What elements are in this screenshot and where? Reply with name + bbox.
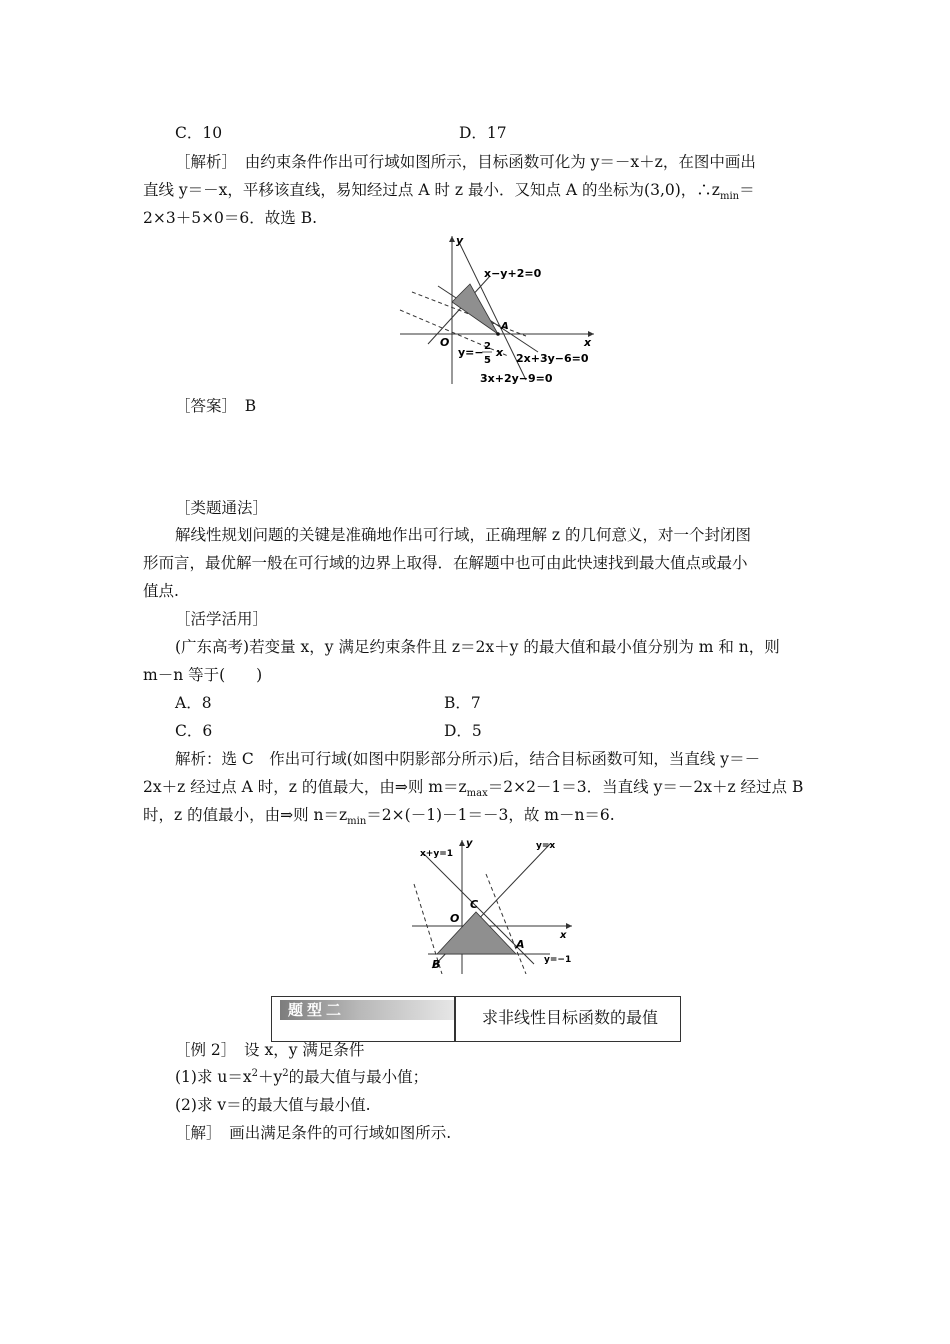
analysis-line-1: ［解析］ 由约束条件作出可行域如图所示，目标函数可化为 y＝－x＋z，在图中画出 (175, 153, 756, 171)
practice-line-1: (广东高考)若变量 x，y 满足约束条件且 z＝2x＋y 的最大值和最小值分别为 m 和 n，则 (175, 638, 780, 656)
option-a: A．8 (175, 694, 212, 712)
point-a-label: A (501, 321, 509, 332)
question-2: (2)求 v＝的最大值与最小值. (175, 1096, 371, 1114)
analysis-line-3: 2×3＋5×0＝6．故选 B. (143, 209, 318, 227)
eq-y-minus-1-label: y=−1 (544, 955, 572, 965)
eq-2x-3y-6-label: 2x+3y−6=0 (516, 352, 589, 365)
dashed-line-2 (486, 874, 526, 974)
example-2-line: ［例 2］ 设 x，y 满足条件 (175, 1041, 365, 1059)
solution-line-3: 时，z 的值最小，由⇒则 $n=z_{min}=2\times(-1)-1=-3$，故 m－n＝6. (143, 806, 615, 828)
practice-heading: ［活学活用］ (175, 610, 269, 628)
eq-dashed-denominator: 5 (484, 355, 491, 366)
eq-3x-2y-9-label: 3x+2y−9=0 (480, 372, 553, 385)
section-tag (280, 1000, 454, 1020)
eq-dashed-x: x (496, 346, 504, 359)
feasible-region-figure-1 (398, 232, 598, 392)
option-c-2: C．6 (175, 722, 213, 740)
y-axis-label: y (466, 838, 473, 849)
banner-divider (454, 997, 456, 1041)
eq-dashed-numerator: 2 (484, 341, 491, 352)
point-a-label: A (516, 938, 525, 951)
method-line-2: 形而言，最优解一般在可行域的边界上取得．在解题中也可由此快速找到最大值点或最小 (143, 554, 748, 572)
method-line-1: 解线性规划问题的关键是准确地作出可行域，正确理解 z 的几何意义，对一个封闭图 (175, 526, 752, 544)
option-d: D．17 (459, 124, 507, 142)
point-c-label: C (470, 898, 479, 911)
solution-intro: ［解］ 画出满足条件的可行域如图所示. (175, 1124, 452, 1142)
practice-line-2: m－n 等于( ) (143, 666, 263, 684)
eq-dashed-prefix: y=− (458, 346, 484, 359)
x-axis-label: x (560, 930, 567, 941)
answer-line: ［答案］ B (175, 397, 257, 415)
eq-x-y-1-label: x+y=1 (420, 849, 454, 859)
feasible-region-figure-2 (408, 834, 580, 974)
option-d-2: D．5 (444, 722, 482, 740)
eq-x-y-2-label: x−y+2=0 (484, 267, 542, 280)
solution-line-1: 解析：选 C 作出可行域(如图中阴影部分所示)后，结合目标函数可知，当直线 y＝－ (175, 750, 761, 768)
option-b: B．7 (444, 694, 481, 712)
question-1: (1)求 $u=x^2+y^2$的最大值与最小值； (175, 1067, 429, 1086)
section-banner (271, 996, 681, 1042)
origin-label: O (440, 336, 450, 349)
section-tag-label: 题型二 (288, 1001, 346, 1019)
option-c: C．10 (175, 124, 223, 142)
feasible-region (437, 912, 516, 954)
section-title: 求非线性目标函数的最值 (482, 1008, 659, 1027)
x-axis-label: x (584, 336, 592, 349)
method-line-3: 值点. (143, 582, 179, 600)
dashed-line-2 (400, 310, 508, 356)
eq-y-x-label: y=x (536, 841, 556, 851)
solution-line-2: 2x＋z 经过点 A 时，z 的值最大，由⇒则 $m=z_{max}=2\times 2-1=3$．当直线 y＝－2x＋z 经过点 B (143, 778, 804, 800)
y-axis-label: y (456, 234, 464, 247)
method-heading: ［类题通法］ (175, 499, 269, 517)
analysis-line-2: 直线 y＝－x，平移该直线，易知经过点 A 时 z 最小．又知点 A 的坐标为(3,0)，$\therefore z_{min}=$ (143, 181, 755, 203)
point-b-label: B (432, 958, 441, 971)
origin-label: O (450, 912, 460, 925)
